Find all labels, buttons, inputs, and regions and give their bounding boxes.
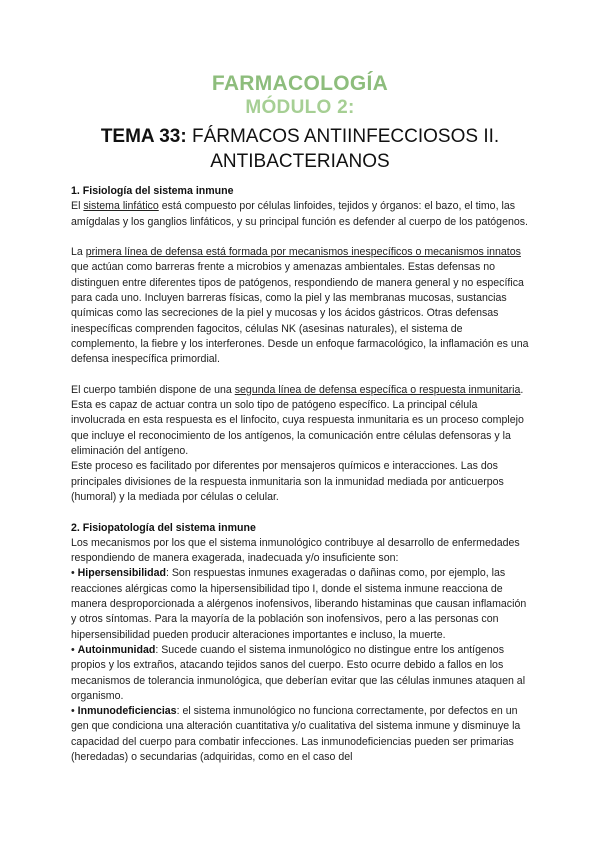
list-item-text: : Sucede cuando el sistema inmunológico no distingue entre los antígenos propios y los extraños, atacando tejidos sanos del cuerpo. Esto ocurre debido a fallos en los mecanismos de tolerancia inmunológica, que deberían evitar que las células inmunes ataquen al organismo. — [71, 643, 526, 702]
document-header — [0, 72, 600, 174]
section-1-paragraph-4: Este proceso es facilitado por diferentes por mensajeros químicos e interacciones. Las dos principales divisiones de la respuesta inmunitaria son la inmunidad mediada por anticuerpos (humoral) y la mediada por células o celular. — [71, 460, 504, 503]
list-item-text: : el sistema inmunológico no funciona correctamente, por defectos en un gen que condiciona una alteración cuantitativa y/o cualitativa del sistema inmune y disminuye la capacidad del cuerpo para combatir infecciones. Las inmunodeficiencias pueden ser primarias (heredadas) o secundarias (adquiridas, como en el caso del — [71, 705, 521, 763]
section-1-paragraph-2 — [71, 245, 531, 367]
section-1-title: 1. Fisiología del sistema inmune — [71, 185, 234, 197]
section-1-paragraph-1 — [71, 199, 531, 230]
bullet: • — [71, 567, 78, 580]
list-item-hipersensibilidad — [71, 566, 531, 642]
section-1-paragraph-3 — [71, 383, 531, 459]
text-run: La — [71, 246, 86, 259]
list-item-inmunodeficiencias — [71, 704, 531, 765]
section-2-intro: Los mecanismos por los que el sistema inmunológico contribuye al desarrollo de enfermedades respondiendo de manera exagerada, inadecuada y/o insuficiente son: — [71, 536, 520, 565]
text-run: . Esta es capaz de actuar contra un solo tipo de patógeno específico. La principal célula involucrada en esta respuesta es el linfocito, cuya respuesta inmunitaria es un proceso complejo que incluye el reconocimiento de los antígenos, la comunicación entre células defensoras y la eliminación del antígeno. — [71, 383, 524, 458]
subject-title: FARMACOLOGÍA — [211, 72, 389, 95]
bullet: • — [71, 643, 78, 656]
topic-title — [0, 124, 600, 174]
list-item-term: Autoinmunidad — [77, 643, 156, 656]
bullet: • — [71, 705, 78, 718]
module-title: MÓDULO 2: — [245, 97, 355, 118]
topic-label: TEMA 33: — [100, 126, 187, 147]
text-run: está compuesto por células linfoides, tejidos y órganos: el bazo, el timo, las amígdalas y los ganglios linfáticos, y su principal función es defender al cuerpo de los patógenos. — [71, 200, 528, 228]
underlined-term: sistema linfático — [83, 200, 159, 213]
list-item-term: Hipersensibilidad — [77, 567, 166, 580]
list-item-autoinmunidad — [71, 643, 531, 704]
document-body — [71, 184, 531, 765]
text-run: El — [71, 200, 84, 213]
section-2-title: 2. Fisiopatología del sistema inmune — [71, 521, 256, 534]
text-run: El cuerpo también dispone de una — [71, 383, 235, 396]
topic-title-line1: FÁRMACOS ANTIINFECCIOSOS II. — [191, 126, 500, 147]
text-run: que actúan como barreras frente a microbios y amenazas ambientales. Estas defensas no distinguen entre diferentes tipos de patógenos, respondiendo de manera general y no específica para cada uno. Incluyen barreras físicas, como la piel y las membranas mucosas, sustancias químicas como las secreciones de la piel y mucosas y los ácidos gástricos. Otras defensas inespecíficas comprenden fagocitos, células NK (asesinas naturales), el sistema de complemento, la fiebre y los interferones. Desde un enfoque farmacológico, la inflamación es una defensa inespecífica primordial. — [71, 261, 529, 366]
topic-title-line2: ANTIBACTERIANOS — [210, 151, 390, 172]
underlined-term: segunda línea de defensa específica o respuesta inmunitaria — [234, 383, 521, 396]
list-item-term: Inmunodeficiencias — [77, 705, 177, 718]
underlined-term: primera línea de defensa está formada por mecanismos inespecíficos o mecanismos innatos — [85, 246, 521, 259]
list-item-text: : Son respuestas inmunes exageradas o dañinas como, por ejemplo, las reacciones alérgicas como la hipersensibilidad tipo I, donde el sistema inmune reacciona de manera desproporcionada a alérgenos inofensivos, liberando histaminas que causan inflamación y otros síntomas. Para la mayoría de la población son inofensivos, pero a las personas con hipersensibilidad pueden producir alteraciones importantes e incluso, la muerte. — [71, 567, 527, 641]
